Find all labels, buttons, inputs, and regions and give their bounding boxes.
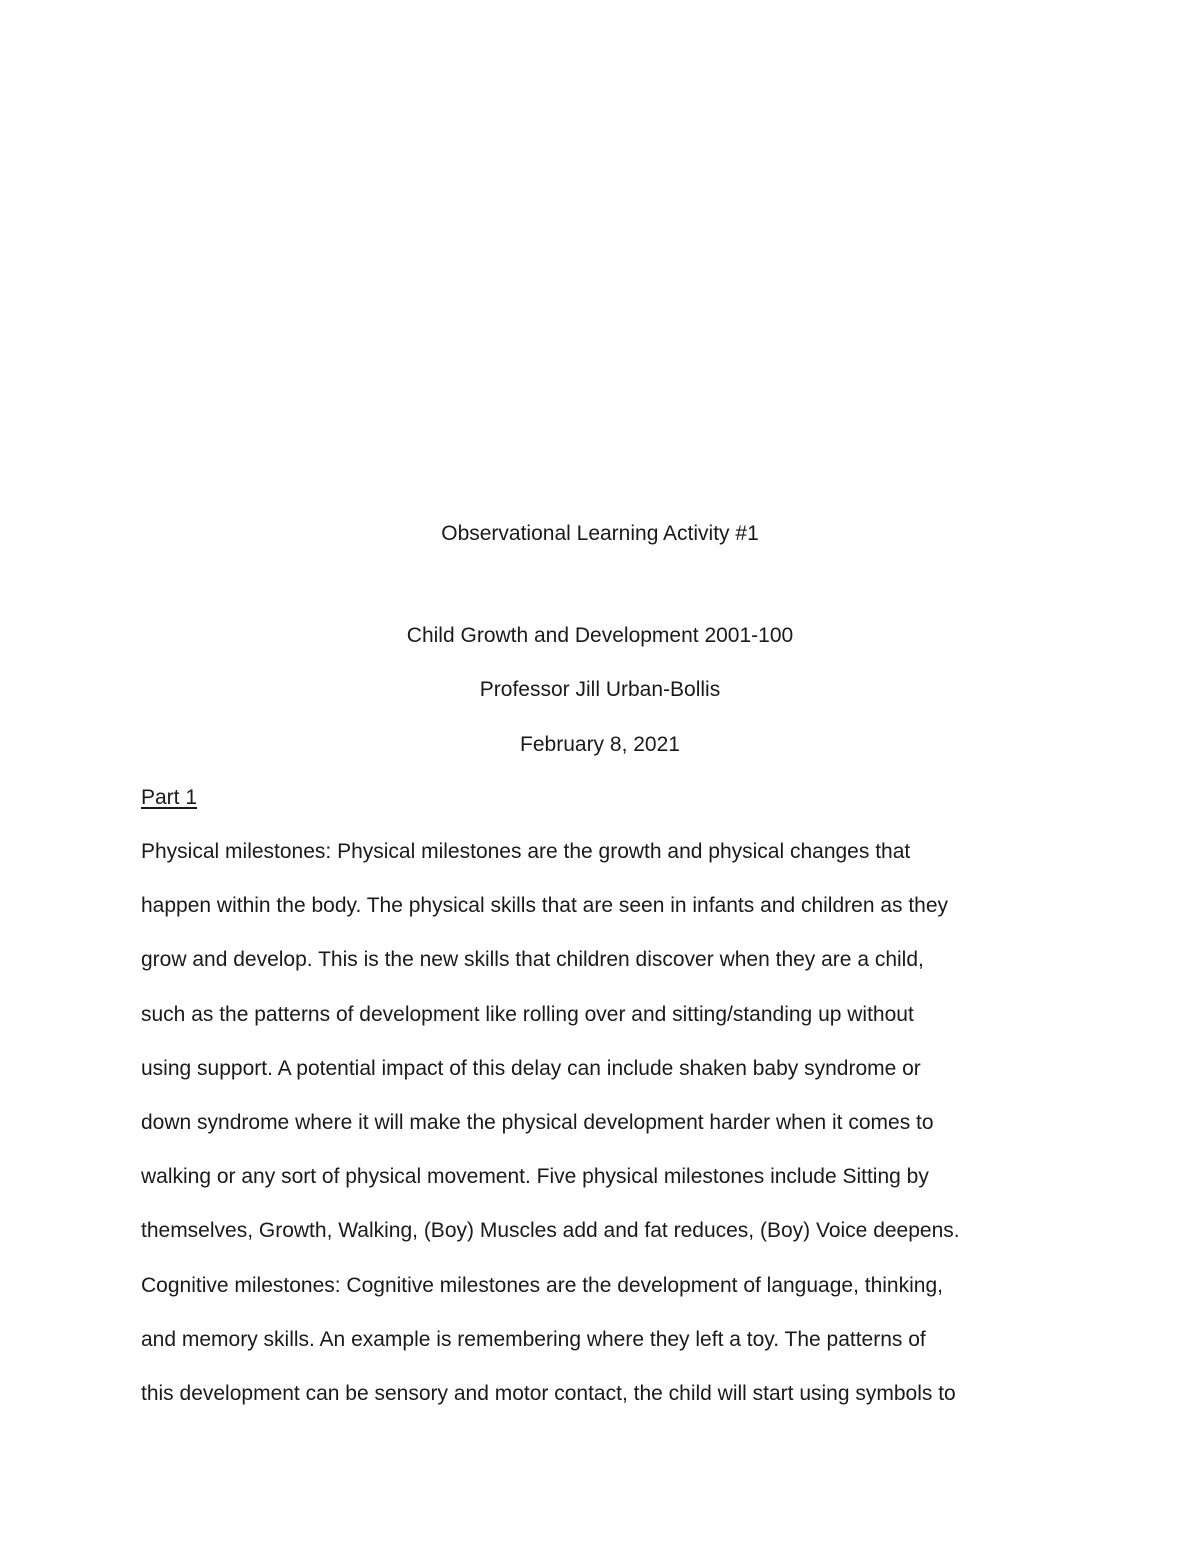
- body-line: Physical milestones: Physical milestones are the growth and physical changes that: [141, 840, 911, 863]
- submission-date: February 8, 2021: [520, 733, 680, 756]
- body-line: such as the patterns of development like rolling over and sitting/standing up without: [141, 1002, 914, 1026]
- body-line: grow and develop. This is the new skills that children discover when they are a child,: [141, 948, 924, 972]
- document-title: Observational Learning Activity #1: [441, 522, 759, 545]
- professor-name: Professor Jill Urban-Bollis: [479, 678, 721, 701]
- body-line: happen within the body. The physical skills that are seen in infants and children as they: [141, 894, 949, 918]
- body-line: this development can be sensory and motor contact, the child will start using symbols to: [141, 1381, 956, 1405]
- body-line: Cognitive milestones: Cognitive milestones are the development of language, thinking,: [141, 1273, 943, 1297]
- body-line: walking or any sort of physical movement. Five physical milestones include Sitting by: [141, 1165, 929, 1189]
- body-line: and memory skills. An example is remembering where they left a toy. The patterns of: [141, 1327, 926, 1351]
- body-line: down syndrome where it will make the physical development harder when it comes to: [141, 1110, 934, 1134]
- document-body: [141, 784, 1071, 1434]
- body-line: themselves, Growth, Walking, (Boy) Muscles add and fat reduces, (Boy) Voice deepens.: [141, 1219, 960, 1243]
- course-name: Child Growth and Development 2001-100: [406, 624, 794, 647]
- body-line: using support. A potential impact of this delay can include shaken baby syndrome or: [141, 1056, 921, 1080]
- section-heading: Part 1: [141, 786, 198, 809]
